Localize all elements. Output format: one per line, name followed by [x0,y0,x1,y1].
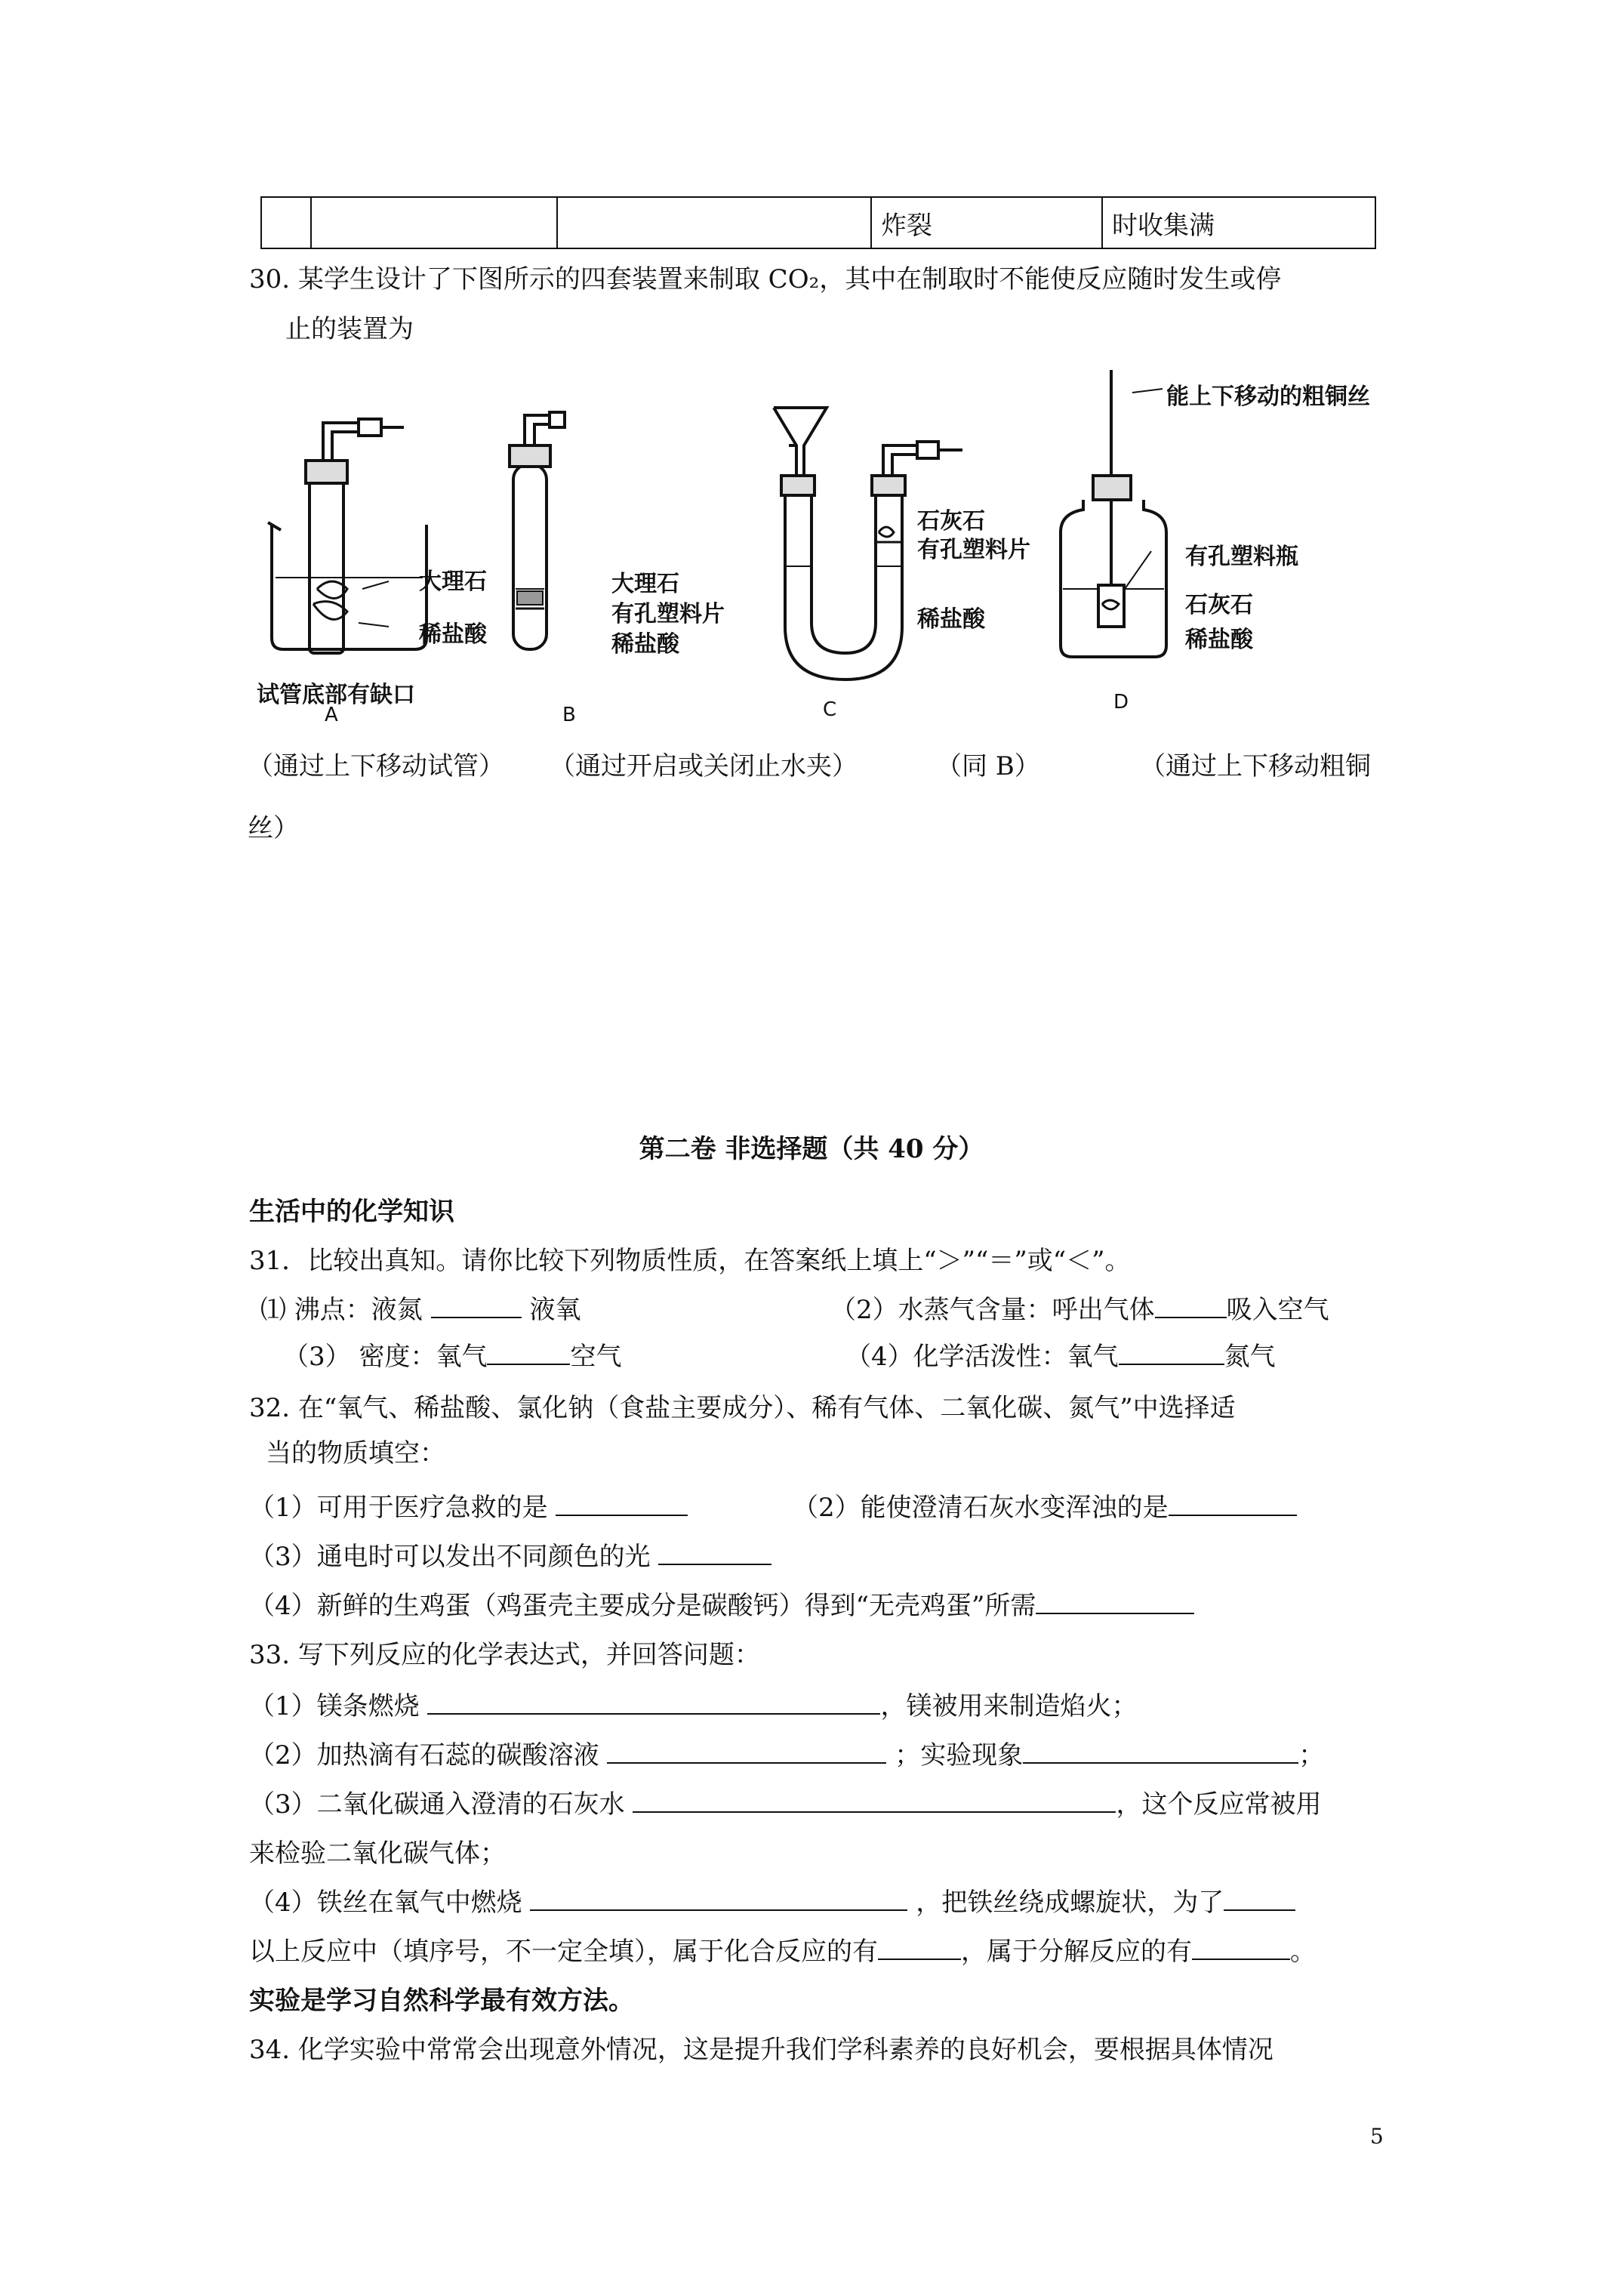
q32-part4 [249,1589,1194,1623]
q33-part4-text2: ，把铁丝绕成螺旋状，为了 [916,1888,1224,1918]
apparatus-b [510,412,565,649]
answer-blank[interactable] [1169,1492,1297,1516]
answer-blank[interactable] [1192,1936,1290,1960]
answer-blank[interactable] [607,1740,886,1764]
q33-part3-text: （3）二氧化碳通入澄清的石灰水 [249,1789,625,1820]
q33-part1-text2: ，镁被用来制造焰火； [880,1691,1138,1721]
q31-part2-text2: 吸入空气 [1226,1295,1329,1325]
q33-part4 [249,1886,1295,1919]
q33-summary-text: 以上反应中（填序号，不一定全填），属于化合反应的有 [249,1937,878,1967]
apparatus-a [268,419,427,653]
q33-part2-text: （2）加热滴有石蕊的碳酸溶液 [249,1740,599,1771]
answer-blank[interactable] [878,1936,961,1960]
label-a-marble: 大理石 [419,569,487,595]
q30-answer-b: （通过开启或关闭止水夹） [550,751,858,781]
answer-blank[interactable] [530,1887,907,1911]
q32-part3 [249,1540,771,1573]
answer-blank[interactable] [427,1690,880,1715]
q33-part2-text3: ； [1298,1740,1325,1771]
q31-part2 [830,1293,1329,1327]
table-cell [261,197,311,248]
answer-table-fragment [260,196,1376,249]
label-a-acid: 稀盐酸 [419,621,487,648]
subheading-experiment: 实验是学习自然科学最有效方法。 [249,1986,634,2016]
q32-part1 [249,1491,688,1524]
q31-part1-text2: 液氧 [529,1295,581,1325]
label-b-acid: 稀盐酸 [611,631,679,658]
apparatus-d [1061,370,1166,657]
answer-blank[interactable] [487,1341,570,1365]
q32-stem-line2: 当的物质填空： [266,1438,445,1469]
label-d-acid: 稀盐酸 [1185,627,1253,653]
label-b-marble: 大理石 [611,571,679,597]
q34-stem-line1: 34. 化学实验中常常会出现意外情况，这是提升我们学科素养的良好机会，要根据具体情况 [249,2035,1273,2065]
q31-part4-text: （4）化学活泼性：氧气 [845,1342,1119,1372]
q33-summary-text3: 。 [1290,1937,1316,1967]
label-d-wire: 能上下移动的粗铜丝 [1166,384,1370,410]
q31-part3-text2: 空气 [570,1342,622,1372]
answer-blank[interactable] [556,1492,688,1516]
letter-a: A [325,704,338,726]
q32-part2 [793,1491,1297,1524]
table-cell [557,197,871,248]
q31-part4 [845,1340,1276,1373]
q31-stem: 31．比较出真知。请你比较下列物质性质，在答案纸上填上“＞”“＝”或“＜”。 [249,1246,1131,1276]
q33-part4-text: （4）铁丝在氧气中燃烧 [249,1888,522,1918]
q31-part3-text: （3） 密度：氧气 [283,1342,488,1372]
answer-blank[interactable] [633,1789,1116,1813]
q33-part3 [249,1788,1321,1821]
label-b-plate: 有孔塑料片 [611,601,725,627]
q30-answer-d-cont: 丝） [248,813,299,843]
answer-blank[interactable] [1119,1341,1224,1365]
q30-answer-d: （通过上下移动粗铜 [1140,751,1371,781]
label-c-limestone: 石灰石 [917,508,985,535]
q32-part2-text: （2）能使澄清石灰水变浑浊的是 [793,1493,1169,1523]
q31-part2-text: （2）水蒸气含量：呼出气体 [830,1295,1155,1325]
table-row [261,197,1375,248]
label-d-bottle: 有孔塑料瓶 [1185,544,1298,570]
label-c-acid: 稀盐酸 [917,606,985,633]
page-number: 5 [1370,2124,1384,2149]
q30-stem-line2: 止的装置为 [285,314,414,344]
answer-blank[interactable] [658,1541,771,1565]
letter-c: C [823,698,837,721]
q31-part1-text: ⑴ 沸点：液氮 [260,1295,423,1325]
q30-answer-c: （同 B） [936,751,1040,781]
label-c-plate: 有孔塑料片 [917,537,1030,563]
q30-answer-a: （通过上下移动试管） [248,751,504,781]
q33-part2-text2: ；实验现象 [895,1740,1024,1771]
table-cell: 时收集满 [1102,197,1375,248]
q32-part4-text: （4）新鲜的生鸡蛋（鸡蛋壳主要成分是碳酸钙）得到“无壳鸡蛋”所需 [249,1591,1036,1621]
q30-stem-line1: 30. 某学生设计了下图所示的四套装置来制取 CO₂，其中在制取时不能使反应随时发生或停 [249,264,1282,294]
label-d-limestone: 石灰石 [1185,592,1253,618]
q33-part3-text2: ，这个反应常被用 [1116,1789,1322,1820]
q31-part3 [283,1340,621,1373]
q33-stem: 33. 写下列反应的化学表达式，并回答问题： [249,1640,760,1670]
q33-summary [249,1935,1316,1968]
q32-part1-text: （1）可用于医疗急救的是 [249,1493,548,1523]
q33-part1 [249,1690,1137,1723]
q32-part3-text: （3）通电时可以发出不同颜色的光 [249,1542,651,1572]
table-cell [311,197,557,248]
answer-blank[interactable] [1224,1887,1295,1911]
letter-d: D [1113,691,1129,713]
table-cell: 炸裂 [871,197,1102,248]
q31-part1 [260,1293,581,1327]
q33-part2 [249,1739,1324,1772]
q33-summary-text2: ，属于分解反应的有 [961,1937,1192,1967]
q33-part3-cont: 来检验二氧化碳气体； [249,1838,506,1869]
answer-blank[interactable] [431,1294,522,1318]
section-title: 第二卷 非选择题（共 40 分） [639,1134,984,1164]
q33-part1-text: （1）镁条燃烧 [249,1691,420,1721]
answer-blank[interactable] [1023,1740,1298,1764]
q32-stem-line1: 32. 在“氧气、稀盐酸、氯化钠（食盐主要成分）、稀有气体、二氧化碳、氮气”中选择适 [249,1393,1236,1423]
letter-b: B [562,704,576,726]
answer-blank[interactable] [1036,1590,1194,1614]
answer-blank[interactable] [1155,1294,1227,1318]
q31-part4-text2: 氮气 [1224,1342,1276,1372]
subheading-life-chemistry: 生活中的化学知识 [249,1197,454,1227]
label-a-notch: 试管底部有缺口 [257,682,415,708]
